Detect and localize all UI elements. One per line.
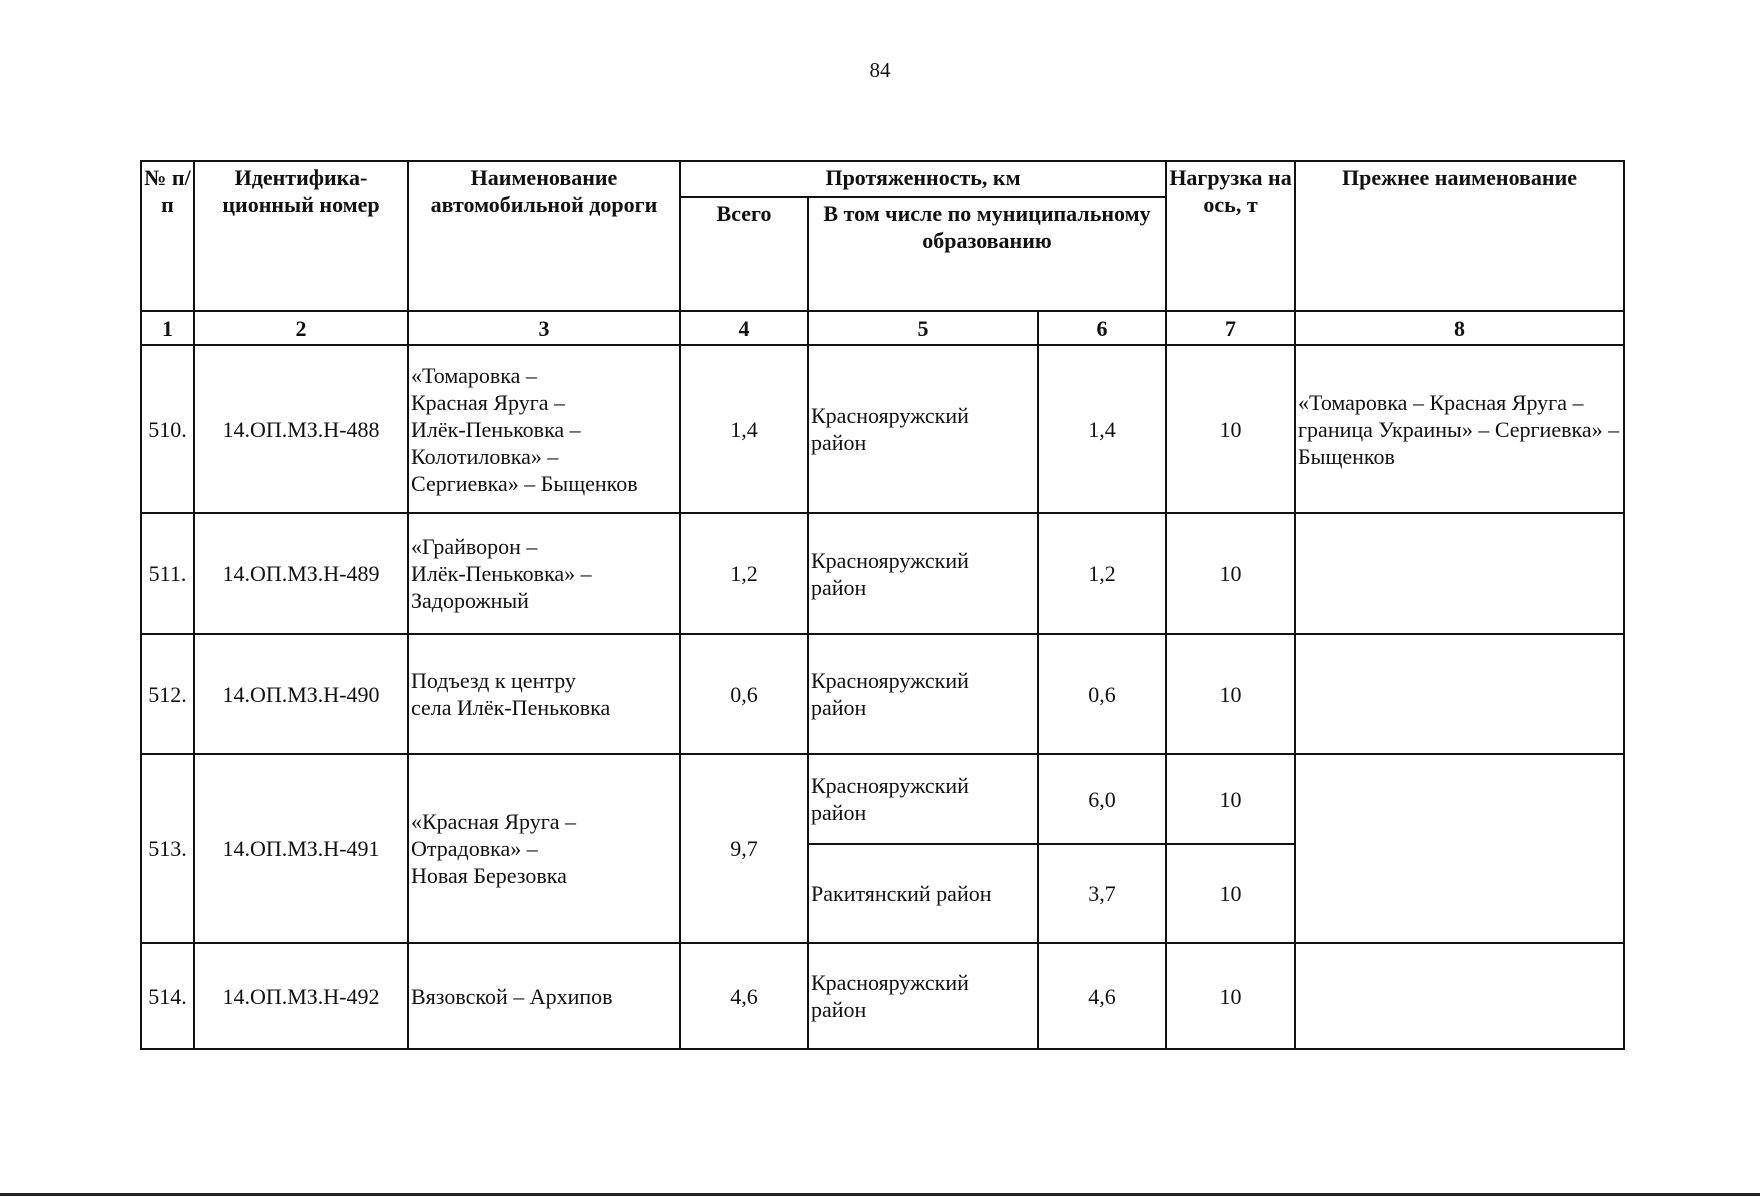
municipality-length: 1,4 bbox=[1038, 345, 1166, 513]
row-number: 510. bbox=[141, 345, 194, 513]
table-row bbox=[141, 345, 1624, 513]
road-name: «Красная Яруга – Отрадовка» – Новая Березовка bbox=[408, 754, 680, 943]
former-name: «Томаровка – Красная Яруга – граница Украины» – Сергиевка» – Быщенков bbox=[1295, 345, 1624, 513]
road-name: Подъезд к центру села Илёк-Пеньковка bbox=[408, 634, 680, 754]
road-name: «Томаровка – Красная Яруга – Илёк-Пеньковка – Колотиловка» – Сергиевка» – Быщенков bbox=[408, 345, 680, 513]
page-bottom-rule bbox=[0, 1193, 1760, 1196]
road-name: Вязовской – Архипов bbox=[408, 943, 680, 1049]
road-id: 14.ОП.МЗ.Н-490 bbox=[194, 634, 408, 754]
former-name bbox=[1295, 943, 1624, 1049]
municipality: Краснояружский район bbox=[808, 513, 1038, 634]
header-axle-load: Нагрузка на ось, т bbox=[1166, 161, 1295, 311]
row-number: 513. bbox=[141, 754, 194, 943]
axle-load: 10 bbox=[1166, 634, 1295, 754]
municipality-length: 6,0 bbox=[1038, 754, 1166, 844]
length-total: 0,6 bbox=[680, 634, 808, 754]
header-road-name: Наименование автомобильной дороги bbox=[408, 161, 680, 311]
column-number: 7 bbox=[1166, 311, 1295, 345]
axle-load: 10 bbox=[1166, 513, 1295, 634]
table-row bbox=[141, 754, 1624, 844]
column-number: 4 bbox=[680, 311, 808, 345]
former-name bbox=[1295, 754, 1624, 943]
municipality-length: 1,2 bbox=[1038, 513, 1166, 634]
column-number: 6 bbox=[1038, 311, 1166, 345]
table-row bbox=[141, 634, 1624, 754]
roads-table bbox=[140, 160, 1625, 1050]
road-id: 14.ОП.МЗ.Н-489 bbox=[194, 513, 408, 634]
axle-load: 10 bbox=[1166, 943, 1295, 1049]
table-row bbox=[141, 943, 1624, 1049]
column-number: 2 bbox=[194, 311, 408, 345]
former-name bbox=[1295, 634, 1624, 754]
row-number: 514. bbox=[141, 943, 194, 1049]
length-total: 1,4 bbox=[680, 345, 808, 513]
header-former-name: Прежнее наименование bbox=[1295, 161, 1624, 311]
former-name bbox=[1295, 513, 1624, 634]
municipality-length: 4,6 bbox=[1038, 943, 1166, 1049]
axle-load: 10 bbox=[1166, 345, 1295, 513]
column-number: 8 bbox=[1295, 311, 1624, 345]
header-number: № п/п bbox=[141, 161, 194, 311]
municipality: Краснояружский район bbox=[808, 345, 1038, 513]
header-total: Всего bbox=[680, 197, 808, 311]
column-number: 3 bbox=[408, 311, 680, 345]
municipality: Краснояружский район bbox=[808, 634, 1038, 754]
road-id: 14.ОП.МЗ.Н-492 bbox=[194, 943, 408, 1049]
axle-load: 10 bbox=[1166, 754, 1295, 844]
municipality-length: 3,7 bbox=[1038, 844, 1166, 943]
axle-load: 10 bbox=[1166, 844, 1295, 943]
municipality: Краснояружский район bbox=[808, 754, 1038, 844]
municipality: Ракитянский район bbox=[808, 844, 1038, 943]
road-id: 14.ОП.МЗ.Н-491 bbox=[194, 754, 408, 943]
header-including: В том числе по муниципальному образованию bbox=[808, 197, 1166, 311]
table-row bbox=[141, 513, 1624, 634]
column-number: 1 bbox=[141, 311, 194, 345]
header-id: Идентифика-ционный номер bbox=[194, 161, 408, 311]
column-numbers-row bbox=[141, 311, 1624, 345]
length-total: 1,2 bbox=[680, 513, 808, 634]
row-number: 512. bbox=[141, 634, 194, 754]
column-number: 5 bbox=[808, 311, 1038, 345]
road-name: «Грайворон – Илёк-Пеньковка» – Задорожный bbox=[408, 513, 680, 634]
header-length-group: Протяженность, км bbox=[680, 161, 1166, 197]
page-number: 84 bbox=[869, 58, 891, 82]
row-number: 511. bbox=[141, 513, 194, 634]
municipality-length: 0,6 bbox=[1038, 634, 1166, 754]
length-total: 4,6 bbox=[680, 943, 808, 1049]
header-row-1 bbox=[141, 161, 1624, 197]
length-total: 9,7 bbox=[680, 754, 808, 943]
municipality: Краснояружский район bbox=[808, 943, 1038, 1049]
road-id: 14.ОП.МЗ.Н-488 bbox=[194, 345, 408, 513]
